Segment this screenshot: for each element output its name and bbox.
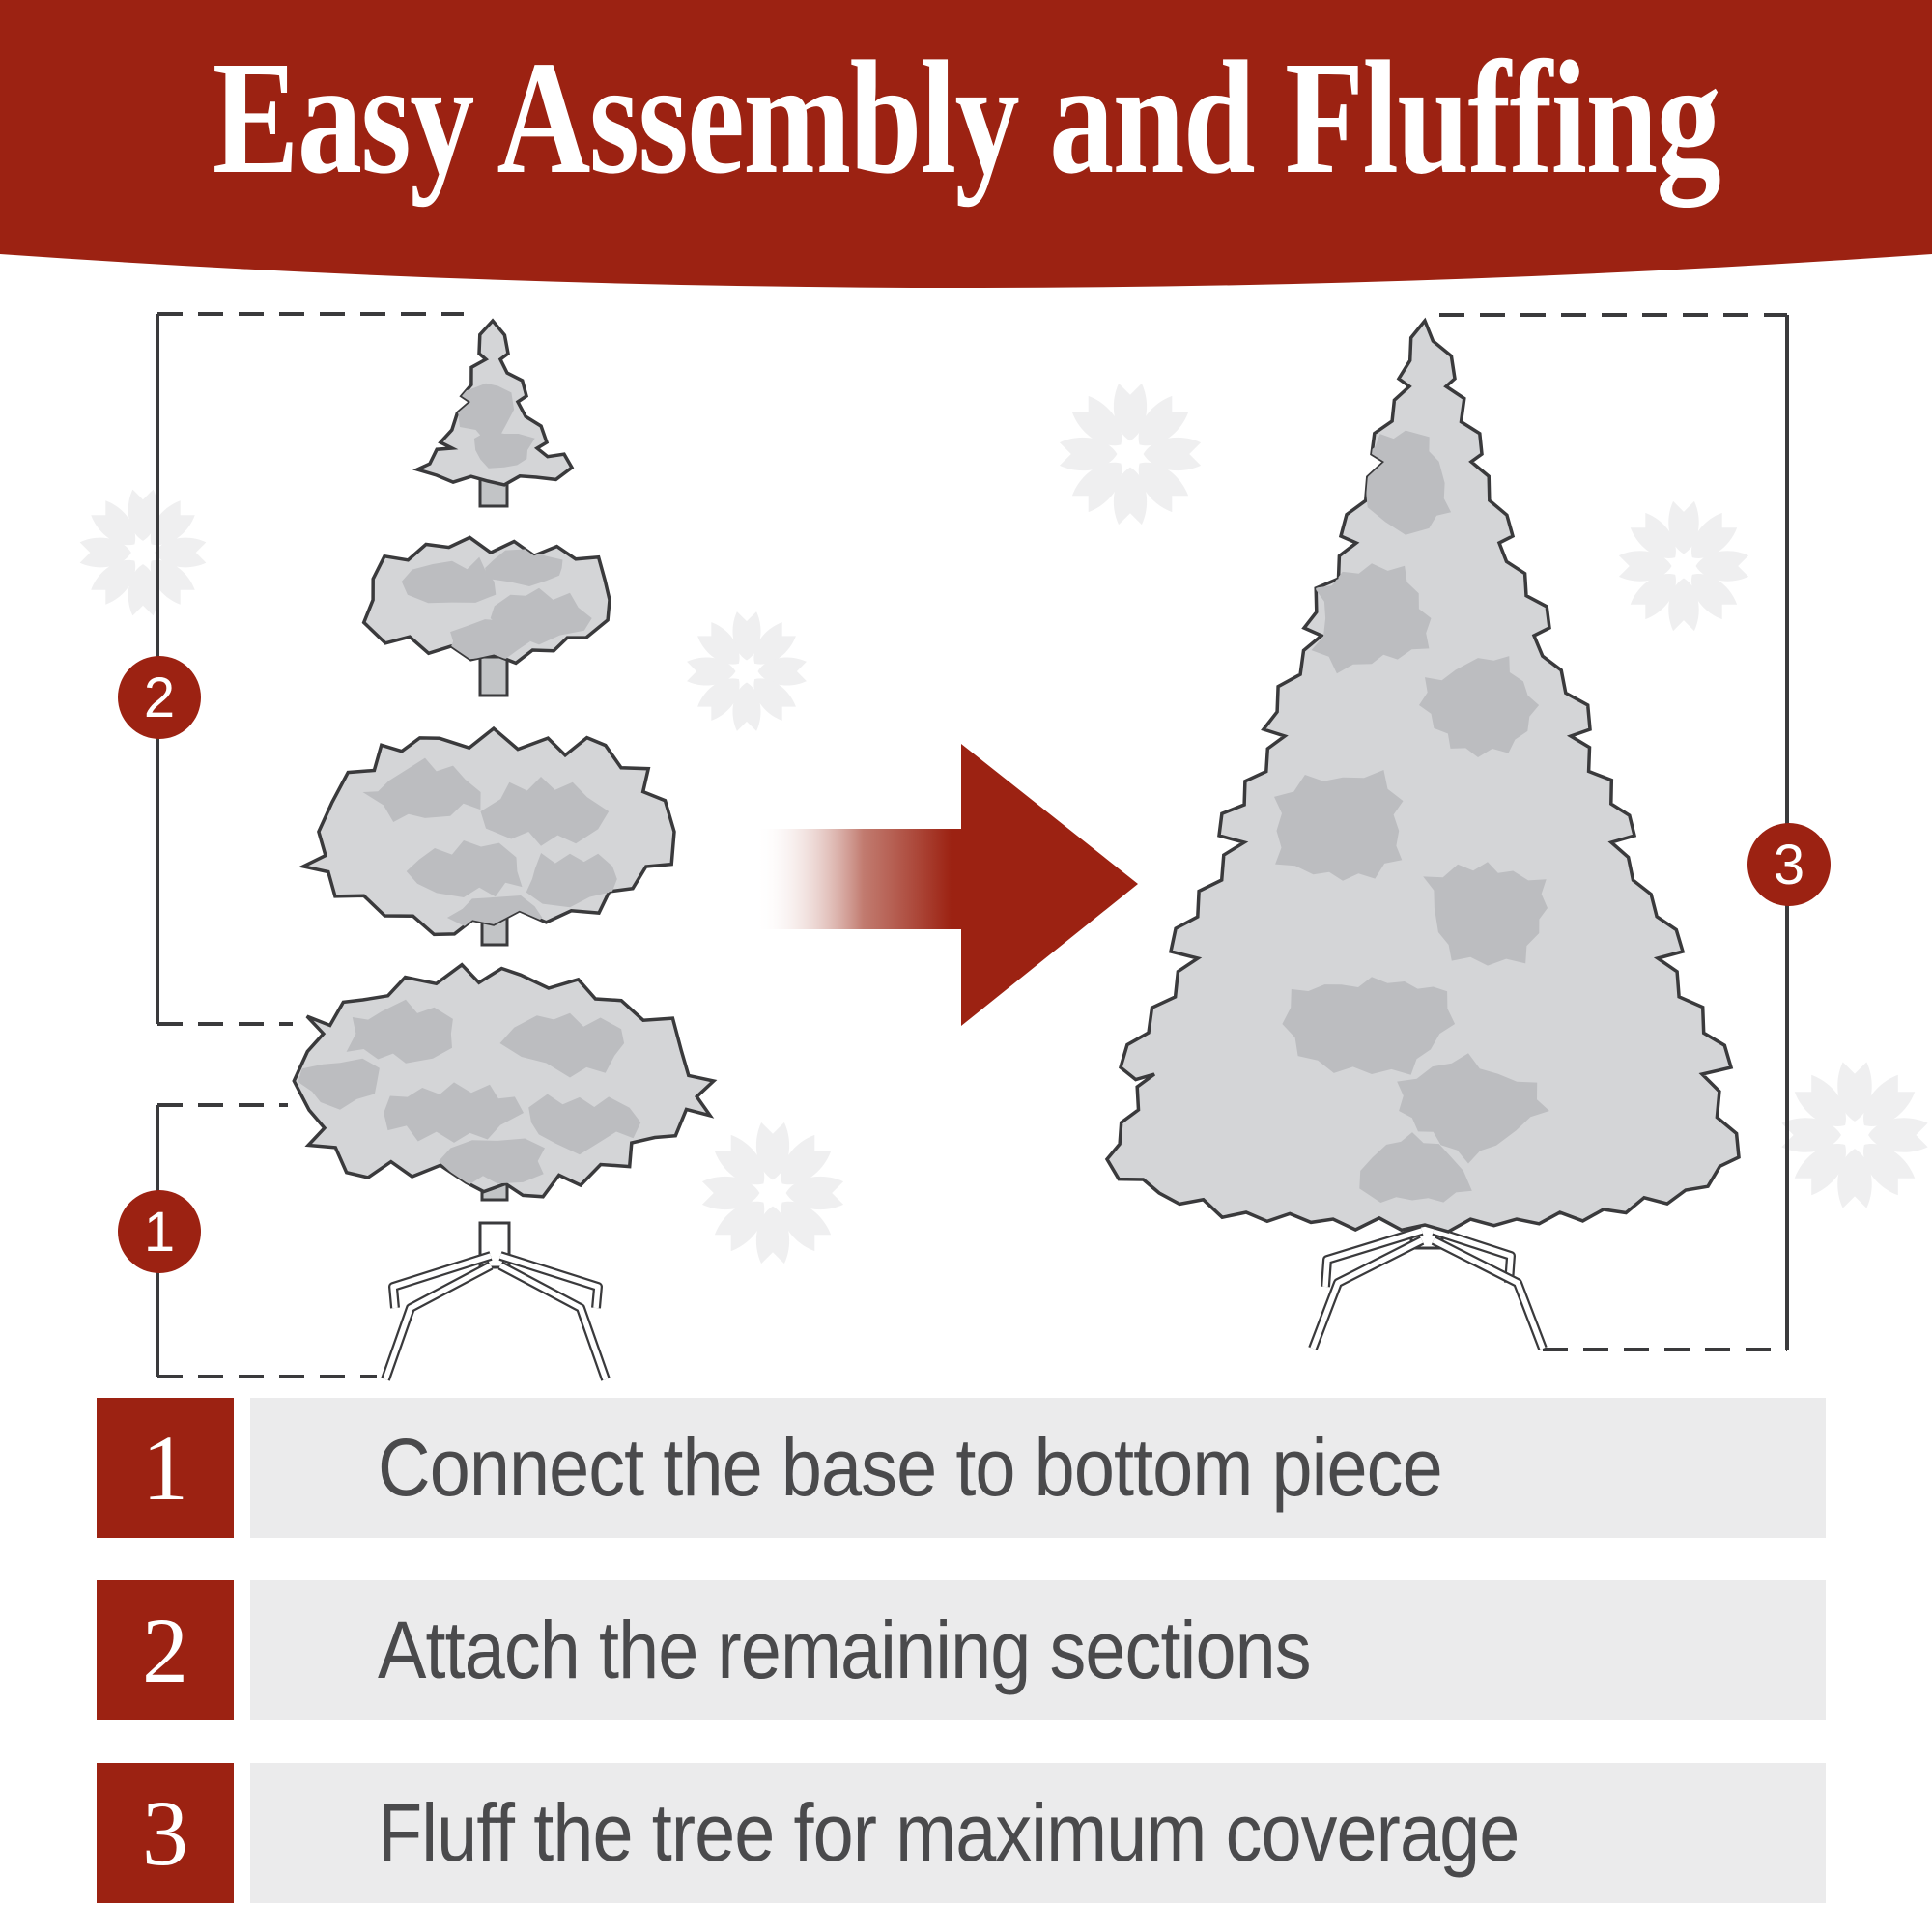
step-1-bar xyxy=(250,1398,1826,1538)
assembled-tree xyxy=(1107,321,1739,1232)
step-row-3 xyxy=(97,1763,1826,1903)
callout-3-number: 3 xyxy=(1773,834,1805,896)
step-row-1 xyxy=(97,1398,1826,1538)
page-title: Easy Assembly and Fluffing xyxy=(212,28,1720,208)
step-1-label: Connect the base to bottom piece xyxy=(378,1422,1442,1513)
step-2-number-badge: 2 xyxy=(97,1580,234,1720)
step-2-label: Attach the remaining sections xyxy=(378,1605,1311,1695)
step-3-bar xyxy=(250,1763,1826,1903)
snowflake-icon xyxy=(1619,501,1748,631)
arrow-right-icon xyxy=(755,744,1138,1026)
step-2-bar xyxy=(250,1580,1826,1720)
tree-section-3 xyxy=(303,728,674,937)
step-3-label: Fluff the tree for maximum coverage xyxy=(378,1787,1520,1878)
step-3-number-badge: 3 xyxy=(97,1763,234,1903)
steps-list xyxy=(97,1398,1826,1903)
tree-section-2 xyxy=(364,537,610,663)
callout-3 xyxy=(1747,823,1831,906)
step-1-number-badge: 1 xyxy=(97,1398,234,1538)
tree-section-bottom xyxy=(294,965,714,1197)
snowflake-icon xyxy=(702,1122,843,1264)
callout-1 xyxy=(118,1190,201,1273)
snowflake-icon xyxy=(1060,384,1201,525)
callout-1-number: 1 xyxy=(143,1201,176,1264)
step-row-2 xyxy=(97,1580,1826,1720)
snowflake-icon xyxy=(1781,1062,1927,1208)
callout-2-number: 2 xyxy=(143,667,176,729)
tree-section-top xyxy=(417,321,572,485)
snowflake-icon xyxy=(687,611,807,731)
snowflake-icon xyxy=(80,490,207,616)
callout-2 xyxy=(118,656,201,739)
